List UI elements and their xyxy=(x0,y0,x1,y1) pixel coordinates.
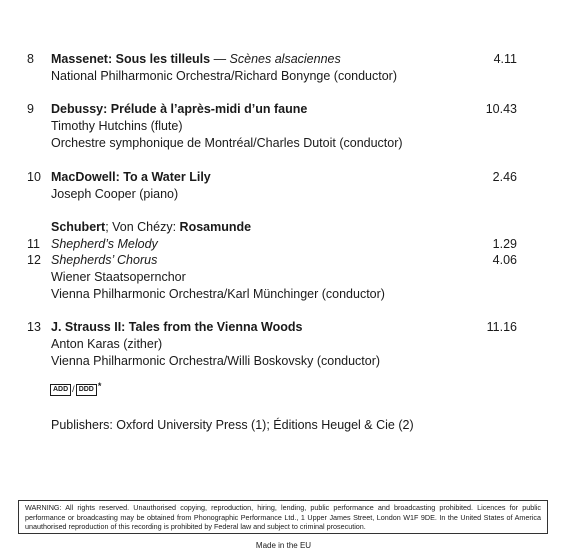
made-in-label: Made in the EU xyxy=(255,541,312,550)
work-title: Rosamunde xyxy=(179,220,252,234)
recording-code-footnote-star: * xyxy=(97,381,102,391)
track-number: 13 xyxy=(27,320,41,334)
track-number: 8 xyxy=(27,52,34,66)
track-performer: Wiener Staatsopernchor xyxy=(51,270,186,284)
track-duration: 4.11 xyxy=(493,52,517,66)
track-performer: Joseph Cooper (piano) xyxy=(51,187,179,201)
work-heading xyxy=(51,220,251,235)
track-performer: Anton Karas (zither) xyxy=(51,337,163,351)
track-title: Shepherds’ Chorus xyxy=(51,253,158,267)
track-title: Shepherd’s Melody xyxy=(51,237,158,251)
track-performer: Vienna Philharmonic Orchestra/Karl Münchinger (conductor) xyxy=(51,287,385,301)
copyright-warning: WARNING: All rights reserved. Unauthorised copying, reproduction, hiring, lending, public performance and broadcasting prohibited. Licences for public performance or broadcasting may be obtained from Phonographic Performance Ltd., 1 Upper James Street, London W1F 9DE. In the United States of America unauthorised reproduction of this recording is prohibited by Federal law and subject to criminal prosecution. xyxy=(18,500,548,534)
track-number: 11 xyxy=(27,237,40,251)
track-title: Debussy: Prélude à l’après-midi d’un faune xyxy=(51,102,308,116)
track-title: J. Strauss II: Tales from the Vienna Woods xyxy=(51,320,303,334)
recording-code-ddd: DDD xyxy=(76,384,97,396)
recording-code-badge xyxy=(50,381,102,396)
track-performer: National Philharmonic Orchestra/Richard Bonynge (conductor) xyxy=(51,69,397,83)
track-title: MacDowell: To a Water Lily xyxy=(51,170,211,184)
track-performer: Orchestre symphonique de Montréal/Charles Dutoit (conductor) xyxy=(51,136,403,150)
track-duration: 1.29 xyxy=(492,237,517,251)
recording-code-add: ADD xyxy=(50,384,71,396)
track-duration: 10.43 xyxy=(485,102,517,116)
track-number: 9 xyxy=(27,102,34,116)
track-performer: Timothy Hutchins (flute) xyxy=(51,119,183,133)
work-composer: Schubert xyxy=(51,220,106,234)
track-duration: 4.06 xyxy=(492,253,517,267)
recording-code-separator: / xyxy=(72,384,75,394)
publishers-line: Publishers: Oxford University Press (1); Éditions Heugel & Cie (2) xyxy=(51,418,414,432)
title-dash: — xyxy=(210,52,230,66)
track-number: 10 xyxy=(27,170,41,184)
track-performer: Vienna Philharmonic Orchestra/Willi Boskovsky (conductor) xyxy=(51,354,381,368)
track-number: 12 xyxy=(27,253,41,267)
track-title-main: Massenet: Sous les tilleuls xyxy=(51,52,211,66)
work-separator: ; Von Chézy: xyxy=(105,220,180,234)
track-title-subtitle: Scènes alsaciennes xyxy=(229,52,341,66)
track-duration: 11.16 xyxy=(486,320,517,334)
track-duration: 2.46 xyxy=(492,170,517,184)
track-title xyxy=(51,52,341,67)
